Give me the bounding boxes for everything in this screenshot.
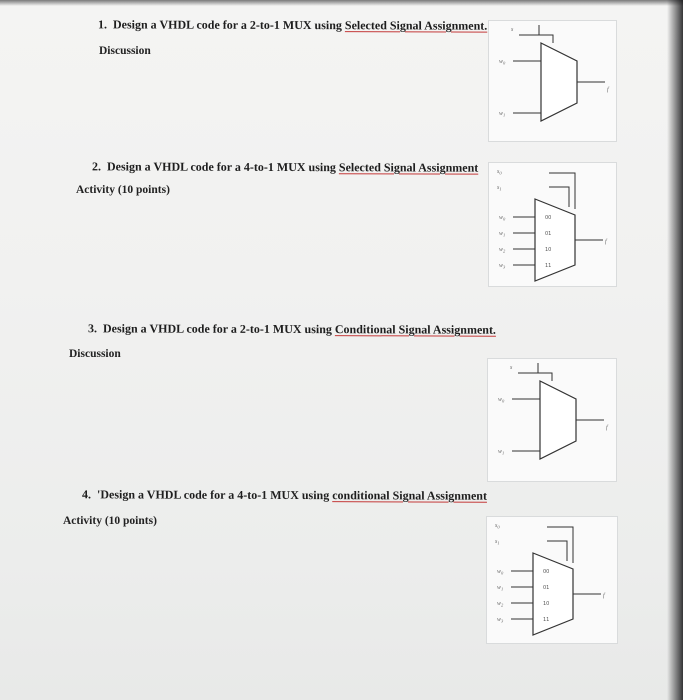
mux4b-sel-11: 11 xyxy=(543,617,550,623)
mux4-sel-10: 10 xyxy=(545,247,552,253)
mux2b-select-label: s xyxy=(510,365,513,371)
question-2-method: Selected Signal Assignment xyxy=(338,160,479,175)
mux4-w3-label: $w_3$ xyxy=(499,263,506,270)
mux2b-body xyxy=(540,381,576,459)
mux2b-output-label: f xyxy=(606,425,608,431)
question-1-text: Design a VHDL code for a 2-to-1 MUX using xyxy=(113,17,345,33)
question-2-activity-label: Activity (10 points) xyxy=(76,184,170,196)
mux4-diagram-4 xyxy=(486,516,618,644)
mux2-output-label: f xyxy=(607,87,609,93)
mux4-sel-00: 00 xyxy=(545,215,552,221)
question-4-method: conditional Signal Assignment xyxy=(332,488,487,503)
mux2-diagram-1-svg xyxy=(489,21,616,141)
mux4b-output-label: f xyxy=(603,593,605,599)
mux4b-w3-label: $w_3$ xyxy=(497,617,504,624)
mux2-select-label: s xyxy=(511,27,514,33)
question-3-method: Conditional Signal Assignment. xyxy=(334,322,496,337)
mux2-w0-label: $w_0$ xyxy=(499,59,506,66)
question-2 xyxy=(92,159,478,175)
mux4-sel-01: 01 xyxy=(545,231,552,237)
question-1-number: 1. xyxy=(98,17,107,32)
mux4-w1-label: $w_1$ xyxy=(499,231,506,238)
mux2-diagram-1 xyxy=(488,20,617,142)
question-4-number: 4. xyxy=(82,487,91,502)
question-4-text: 'Design a VHDL code for a 4-to-1 MUX using xyxy=(97,487,333,503)
mux4-body xyxy=(535,199,575,281)
question-3-discussion-label: Discussion xyxy=(69,348,121,360)
mux4-w2-label: $w_2$ xyxy=(499,247,506,254)
mux4b-w2-label: $w_2$ xyxy=(497,601,504,608)
mux4b-sel-10: 10 xyxy=(543,601,550,607)
mux4-s1-label: $s_1$ xyxy=(497,185,502,192)
question-2-number: 2. xyxy=(92,159,101,174)
mux4b-sel-00: 00 xyxy=(543,569,550,575)
mux4b-body xyxy=(533,553,573,635)
mux4b-s1-label: $s_1$ xyxy=(495,539,500,546)
question-3 xyxy=(88,321,496,337)
mux2-diagram-3-svg xyxy=(488,359,616,481)
question-4-activity-label: Activity (10 points) xyxy=(63,515,157,527)
mux4b-sel-01: 01 xyxy=(543,585,550,591)
mux4-diagram-4-svg xyxy=(487,517,617,643)
mux2-body xyxy=(541,43,577,121)
mux4b-s0-label: $s_0$ xyxy=(495,523,500,530)
mux4-output-label: f xyxy=(605,239,607,245)
question-3-number: 3. xyxy=(88,321,97,336)
mux2b-w1-label: $w_1$ xyxy=(498,449,505,456)
question-1 xyxy=(98,17,487,33)
mux4b-w1-label: $w_1$ xyxy=(497,585,504,592)
mux4b-w0-label: $w_0$ xyxy=(497,569,504,576)
mux2-diagram-3 xyxy=(487,358,617,482)
mux4-diagram-2 xyxy=(488,162,617,287)
mux2b-w0-label: $w_0$ xyxy=(498,397,505,404)
question-1-method: Selected Signal Assignment. xyxy=(344,18,488,33)
mux4-sel-11: 11 xyxy=(545,263,552,269)
question-1-discussion-label: Discussion xyxy=(99,45,151,57)
mux4-s0-label: $s_0$ xyxy=(497,169,502,176)
question-2-text: Design a VHDL code for a 4-to-1 MUX using xyxy=(107,159,339,175)
page-top-shadow xyxy=(0,0,683,6)
mux4-diagram-2-svg xyxy=(489,163,616,286)
question-3-text: Design a VHDL code for a 2-to-1 MUX using xyxy=(103,321,335,337)
page-right-shadow xyxy=(667,0,683,700)
question-4 xyxy=(82,487,487,503)
mux2-w1-label: $w_1$ xyxy=(499,111,506,118)
mux4-w0-label: $w_0$ xyxy=(499,215,506,222)
